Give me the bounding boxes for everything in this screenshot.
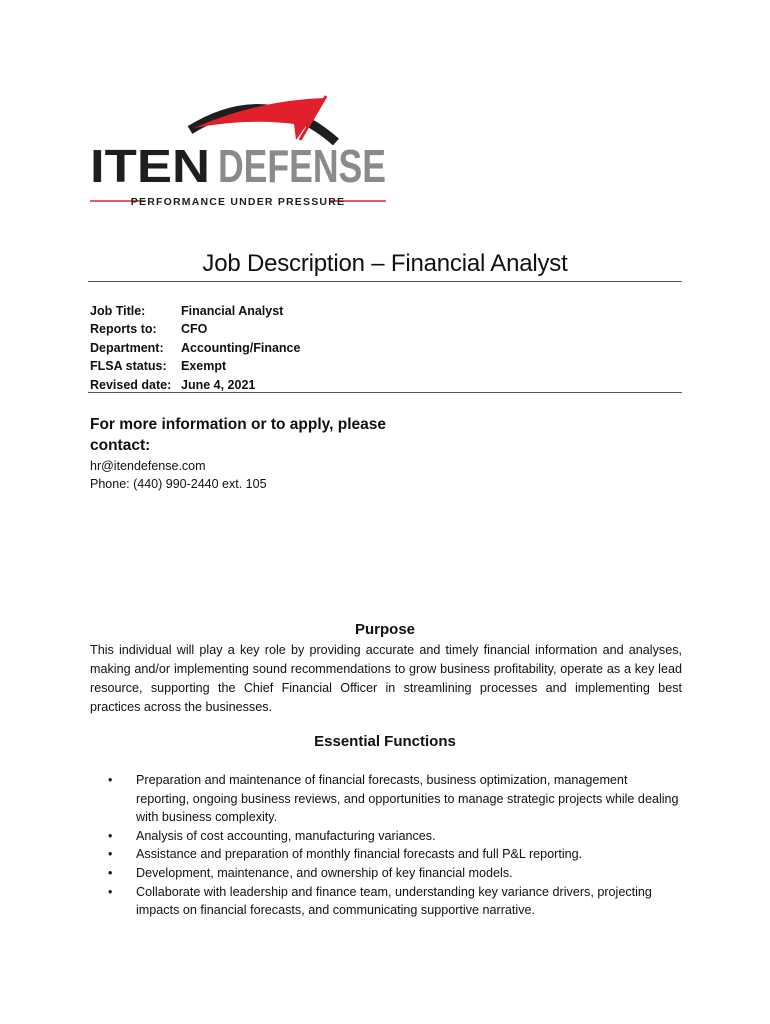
meta-value: Accounting/Finance [181, 340, 301, 355]
logo-tagline: PERFORMANCE UNDER PRESSURE [130, 196, 346, 208]
bullet-icon: • [108, 847, 113, 862]
list-item [108, 845, 682, 864]
contact-details [90, 457, 267, 493]
meta-row-flsa-status [90, 357, 300, 375]
meta-value: Financial Analyst [181, 304, 284, 318]
logo-brand-left: ITEN [90, 140, 210, 192]
contact-email[interactable]: hr@itendefense.com [90, 459, 206, 473]
list-item [108, 827, 682, 846]
bullet-icon: • [108, 773, 113, 787]
bullet-icon: • [108, 884, 113, 899]
bullet-icon: • [108, 828, 113, 843]
bullet-icon: • [108, 865, 113, 880]
purpose-paragraph: This individual will play a key role by providing accurate and timely financial information and analyses, making and/or implementing sound recommendations to grow business profitability, operate as a key lead resource, supporting the Chief Financial Officer in streamlining processes and implementing best practices across the businesses. [90, 643, 682, 714]
job-meta-table [90, 302, 300, 394]
title-divider [88, 281, 682, 282]
meta-key: FLSA status: [90, 359, 167, 374]
meta-key: Job Title: [90, 304, 146, 318]
meta-row-department [90, 339, 300, 357]
meta-value: June 4, 2021 [181, 377, 256, 392]
meta-key: Department: [90, 340, 164, 355]
contact-heading: For more information or to apply, please contact: [90, 416, 386, 454]
meta-divider [88, 392, 682, 393]
meta-row-job-title [90, 302, 300, 320]
contact-phone: Phone: (440) 990-2440 ext. 105 [90, 477, 267, 491]
essential-functions-heading: Essential Functions [314, 733, 456, 750]
list-item [108, 864, 682, 883]
list-item [108, 883, 682, 920]
meta-value: CFO [181, 322, 208, 337]
logo-graphic [88, 90, 390, 210]
document-title: Job Description – Financial Analyst [202, 250, 568, 277]
essential-functions-list [108, 771, 682, 920]
list-item-text: Preparation and maintenance of financial forecasts, business optimization, management reporting, ongoing business reviews, and opportunities to manage strategic projects while dealing with business complexity. [136, 773, 679, 825]
list-item-text: Analysis of cost accounting, manufacturing variances. [136, 828, 436, 843]
iten-defense-logo [88, 90, 390, 210]
meta-key: Reports to: [90, 322, 157, 337]
list-item-text: Collaborate with leadership and finance team, understanding key variance drivers, projecting impacts on financial forecasts, and communicating supportive narrative. [136, 884, 652, 918]
meta-key: Revised date: [90, 377, 172, 392]
purpose-heading: Purpose [354, 621, 415, 638]
meta-row-reports-to [90, 320, 300, 338]
meta-value: Exempt [181, 359, 227, 374]
list-item-text: Assistance and preparation of monthly financial forecasts and full P&L reporting. [136, 847, 583, 862]
list-item-text: Development, maintenance, and ownership of key financial models. [136, 865, 513, 880]
logo-brand-right: DEFENSE [218, 140, 386, 192]
list-item [108, 771, 682, 827]
